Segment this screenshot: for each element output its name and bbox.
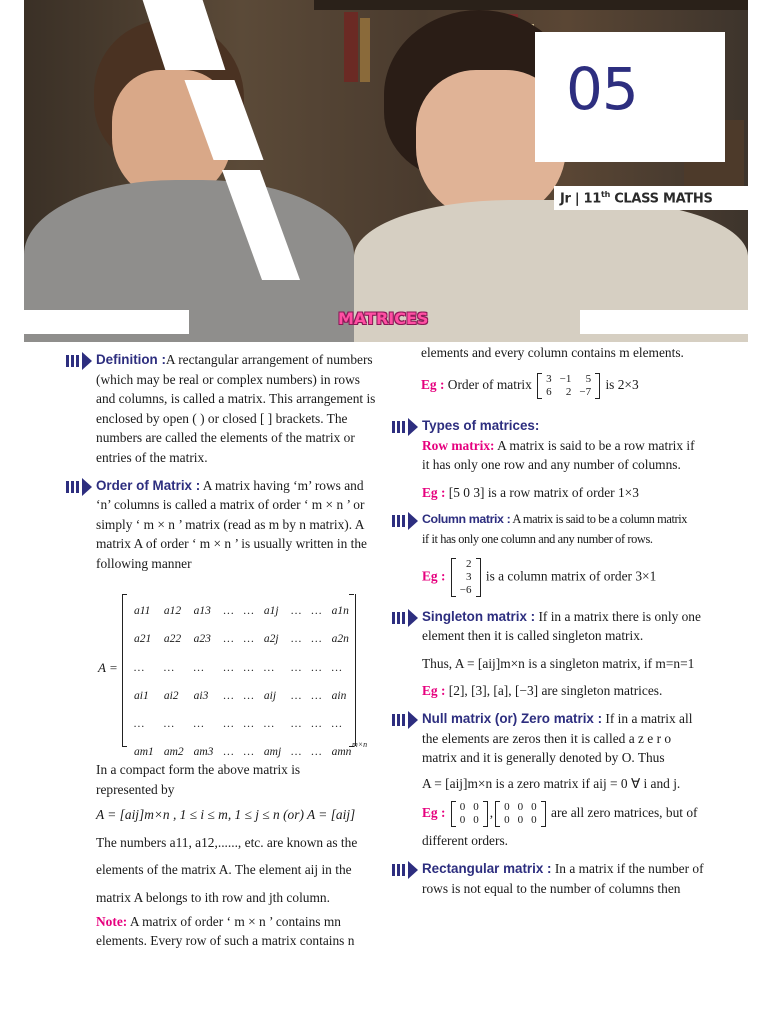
null-eg: are all zero matrices, but of	[547, 805, 698, 821]
general-matrix-cell: …	[331, 661, 342, 674]
section-arrow-icon	[392, 418, 418, 436]
null-text: the elements are zeros then it is called a z e r o	[422, 730, 672, 746]
zero-matrix-row	[500, 801, 541, 814]
zero-matrix-2x3	[495, 801, 546, 827]
general-matrix-cell: am1	[134, 746, 154, 759]
general-matrix-cell: aij	[263, 689, 277, 702]
general-matrix-cell: …	[291, 746, 302, 759]
section-arrow-icon	[392, 512, 418, 530]
rectangular-term: Rectangular matrix :	[422, 860, 552, 876]
general-matrix-cell: …	[243, 746, 254, 759]
right-column	[392, 416, 710, 906]
zero-matrix-cell: 0	[473, 801, 479, 814]
general-matrix-cell: ain	[331, 689, 347, 702]
book	[360, 18, 370, 82]
zero-matrix-row	[456, 801, 483, 814]
zero-matrix-cell: 0	[459, 801, 466, 814]
general-matrix-cell: …	[291, 689, 302, 702]
column-matrix-row	[456, 584, 476, 597]
rectangular-section	[392, 859, 710, 898]
column-matrix-row	[456, 571, 476, 584]
general-matrix-cell: …	[223, 746, 234, 759]
general-matrix-cell: …	[134, 718, 145, 731]
column-matrix-row	[456, 558, 476, 571]
singleton-text: Thus, A = [aij]m×n is a singleton matrix, if m=n=1	[422, 655, 695, 671]
order-line: following manner	[96, 555, 192, 571]
general-matrix-cell: …	[223, 661, 234, 674]
section-arrow-icon	[392, 861, 418, 879]
zero-matrix-cell: 0	[517, 801, 524, 814]
general-matrix-cell: ai3	[193, 689, 209, 702]
zero-matrix-2x2	[451, 801, 488, 827]
example-matrix-cell: −7	[579, 385, 592, 398]
example-matrix-cell: 3	[546, 372, 552, 385]
general-matrix-cell: am2	[163, 746, 184, 759]
general-matrix-cell: …	[291, 718, 302, 731]
row-text: A matrix is said to be a row matrix if	[494, 437, 695, 453]
column-term: Column matrix :	[422, 512, 511, 527]
general-matrix-row	[130, 683, 355, 709]
row-matrix-term: Row matrix:	[422, 437, 495, 453]
general-matrix-cell: …	[193, 718, 204, 731]
eg-text: Order of matrix	[444, 376, 536, 392]
column-text: A matrix is said to be a column matrix	[510, 512, 688, 527]
column-eg: is a column matrix of order 3×1	[482, 568, 657, 584]
row-eg: [5 0 3] is a row matrix of order 1×3	[445, 484, 639, 500]
general-matrix-cell: …	[291, 605, 302, 617]
general-matrix-cell: am3	[193, 746, 214, 759]
null-text: If in a matrix all	[602, 710, 693, 726]
order-line: matrix A of order ‘ m × n ’ is usually written in the	[96, 536, 367, 552]
definition-section	[66, 350, 380, 468]
general-matrix	[128, 596, 357, 768]
continued-text: elements and every column contains m elements.	[421, 345, 684, 360]
eg-label: Eg :	[422, 484, 446, 500]
example-matrix-cell: 6	[546, 385, 552, 398]
column-text: if it has only one column and any number of rows.	[422, 531, 653, 546]
null-term: Null matrix (or) Zero matrix :	[422, 710, 603, 726]
right-continued	[421, 343, 721, 399]
example-matrix-cell: 2	[565, 385, 572, 398]
row-text: it has only one row and any number of columns.	[422, 457, 681, 473]
column-example-matrix	[451, 558, 481, 597]
rectangular-text: In a matrix if the number of	[551, 860, 704, 876]
column-section	[392, 510, 710, 596]
compact-line: represented by	[96, 781, 175, 797]
general-matrix-cell: ai1	[134, 689, 149, 702]
types-section	[392, 416, 710, 502]
eg-label: Eg :	[422, 683, 446, 699]
order-line: A matrix having ‘m’ rows and	[200, 477, 364, 493]
general-matrix-cell: a23	[193, 633, 211, 646]
general-matrix-cell: a13	[193, 605, 211, 617]
zero-matrix-cell: 0	[504, 814, 510, 827]
null-text: matrix and it is generally denoted by O. Thus	[422, 750, 665, 766]
section-arrow-icon	[392, 711, 418, 729]
section-arrow-icon	[392, 609, 418, 627]
eg-label: Eg :	[422, 805, 446, 821]
general-matrix-cell: …	[311, 689, 322, 702]
note-text: elements. Every row of such a matrix contains n	[96, 933, 355, 949]
general-matrix-cell: …	[263, 718, 275, 731]
belongs-line: matrix A belongs to ith row and jth column.	[96, 889, 330, 905]
singleton-text: If in a matrix there is only one	[535, 608, 701, 624]
general-matrix-cell: …	[243, 605, 254, 617]
general-matrix-cell: …	[311, 718, 322, 731]
general-matrix-cell: …	[163, 661, 175, 674]
general-matrix-cell: a22	[163, 633, 182, 646]
order-line: ‘n’ columns is called a matrix of order ‘ m × n ’ or	[96, 497, 365, 513]
column-matrix-cell: 2	[466, 557, 472, 570]
singleton-term: Singleton matrix :	[422, 608, 536, 624]
order-line: simply ‘ m × n ’ matrix (read as m by n matrix). A	[96, 516, 365, 532]
compact-line: In a compact form the above matrix is	[96, 762, 301, 777]
general-matrix-cell: …	[243, 633, 254, 646]
general-matrix-cell: a21	[134, 633, 152, 646]
note-label: Note:	[96, 913, 128, 929]
example-matrix-row	[542, 373, 595, 386]
general-matrix-cell: …	[223, 605, 234, 617]
general-matrix-cell: a1n	[331, 605, 349, 617]
singleton-eg: [2], [3], [a], [−3] are singleton matrices.	[445, 683, 663, 699]
column-matrix-cell: 3	[466, 570, 472, 583]
general-matrix-cell: a1j	[263, 605, 279, 617]
matrix-order-subscript: m×n	[352, 740, 368, 749]
general-matrix-cell: …	[311, 746, 322, 759]
column-matrix-cell: −6	[459, 583, 472, 596]
topic-title: MATRICES	[338, 309, 429, 328]
section-arrow-icon	[66, 352, 92, 370]
general-matrix-row	[130, 655, 355, 681]
definition-term: Definition :	[96, 352, 166, 367]
general-matrix-row	[130, 598, 355, 624]
example-matrix-row	[542, 386, 595, 399]
general-matrix-cell: …	[311, 661, 322, 674]
section-arrow-icon	[66, 478, 92, 496]
elements-line: elements of the matrix A. The element aij in the	[96, 862, 352, 878]
bookshelf	[314, 0, 748, 10]
zero-matrix-cell: 0	[459, 814, 466, 827]
null-section: Null matrix (or) Zero matrix : If in a matrix all the elements are zeros then it is called a z e r o matrix and it is generally denoted by O. Thus A = [aij]m×n is a zero matrix if aij = 0 ∀ i and j. Eg : 0 0 0 0 , 0 0 0 0 0 0 are all zero matrices, but of different orders.	[392, 709, 710, 851]
general-matrix-cell: …	[193, 661, 204, 674]
null-eg: different orders.	[422, 833, 509, 849]
zero-matrix-row	[456, 814, 483, 827]
null-text: A = [aij]m×n is a zero matrix if aij = 0 ∀ i and j.	[422, 775, 681, 791]
white-band	[24, 310, 189, 334]
left-column	[66, 350, 380, 582]
general-matrix-cell: …	[223, 718, 234, 731]
general-matrix-row	[130, 711, 355, 737]
zero-matrix-cell: 0	[531, 801, 537, 814]
matrix-lhs: A =	[98, 660, 118, 675]
general-matrix-cell: a12	[163, 605, 182, 617]
general-matrix-cell: …	[331, 718, 342, 731]
white-band	[580, 310, 748, 334]
general-matrix-cell: a2j	[263, 633, 279, 646]
general-matrix-cell: …	[311, 605, 322, 617]
general-matrix-cell: …	[311, 633, 322, 646]
example-matrix	[537, 373, 600, 399]
general-matrix-cell: …	[243, 718, 254, 731]
compact-formula: A = [aij]m×n , 1 ≤ i ≤ m, 1 ≤ j ≤ n (or) A = [aij]	[96, 807, 356, 823]
zero-matrix-cell: 0	[531, 814, 537, 827]
definition-text: A rectangular arrangement of numbers (which may be real or complex numbers) in rows and columns, is called a matrix. This arrangement is enclosed by open ( ) or closed [ ] brackets. The numbers are called the elements of the matrix or entries of the matrix.	[96, 352, 376, 465]
note-text: A matrix of order ‘ m × n ’ contains mn	[127, 913, 341, 929]
general-matrix-cell: amn	[331, 746, 352, 759]
zero-matrix-cell: 0	[473, 814, 479, 827]
general-matrix-cell: ai2	[163, 689, 179, 702]
general-matrix-cell: a2n	[331, 633, 349, 646]
order-section	[66, 476, 380, 574]
general-matrix-cell: …	[243, 661, 254, 674]
general-matrix-cell: …	[243, 689, 254, 702]
general-matrix-cell: …	[134, 661, 145, 674]
general-matrix-cell: …	[291, 633, 302, 646]
general-matrix-row	[130, 626, 355, 652]
singleton-text: element then it is called singleton matrix.	[422, 628, 644, 644]
compact-section	[96, 760, 382, 951]
bracket-corner	[122, 746, 127, 747]
general-matrix-cell: …	[291, 661, 302, 674]
types-term: Types of matrices:	[422, 418, 540, 433]
general-matrix-cell: …	[263, 661, 275, 674]
eg-label: Eg :	[422, 568, 446, 584]
order-term: Order of Matrix :	[96, 477, 201, 493]
singleton-section	[392, 607, 710, 701]
book	[344, 12, 358, 82]
zero-matrix-row	[500, 814, 541, 827]
zero-matrix-cell: 0	[504, 801, 510, 814]
general-matrix-cell: a11	[134, 605, 151, 617]
general-matrix-cell: amj	[263, 746, 282, 759]
general-matrix-cell: …	[163, 718, 175, 731]
rectangular-text: rows is not equal to the number of columns then	[422, 880, 681, 896]
eg-label: Eg :	[421, 376, 445, 392]
eg-text: is 2×3	[602, 376, 639, 392]
example-matrix-cell: 5	[585, 372, 592, 385]
class-label: Jr | 11th CLASS MATHS	[560, 190, 713, 207]
zero-matrix-cell: 0	[517, 814, 524, 827]
chapter-number: 05	[566, 55, 638, 123]
example-matrix-cell: −1	[559, 372, 572, 385]
general-matrix-cell: …	[223, 689, 234, 702]
general-matrix-cell: …	[223, 633, 234, 646]
numbers-line: The numbers a11, a12,......, etc. are known as the	[96, 834, 358, 850]
